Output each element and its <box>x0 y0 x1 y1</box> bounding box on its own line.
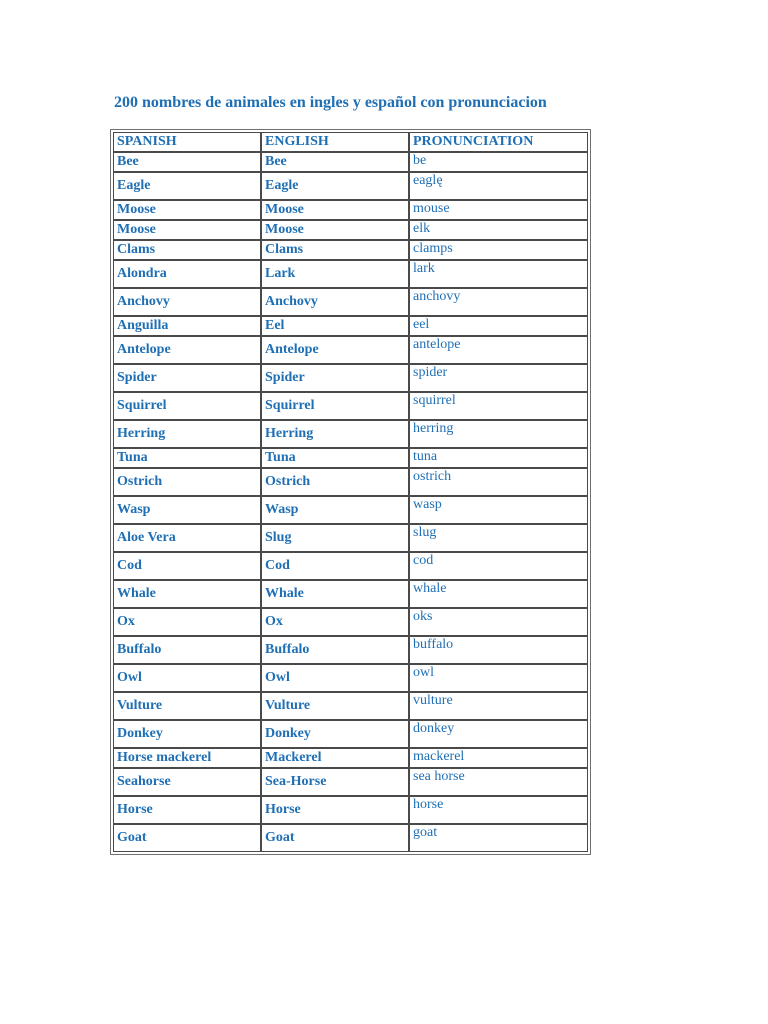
cell-pronunciation: herring <box>409 420 588 448</box>
cell-spanish: Tuna <box>113 448 261 468</box>
cell-pronunciation: cod <box>409 552 588 580</box>
cell-english: Tuna <box>261 448 409 468</box>
cell-pronunciation: antelope <box>409 336 588 364</box>
cell-english: Bee <box>261 152 409 172</box>
cell-spanish: Horse mackerel <box>113 748 261 768</box>
cell-spanish: Whale <box>113 580 261 608</box>
cell-english: Owl <box>261 664 409 692</box>
table-row <box>113 496 588 524</box>
table-row <box>113 636 588 664</box>
table-row <box>113 420 588 448</box>
table-row <box>113 220 588 240</box>
cell-spanish: Aloe Vera <box>113 524 261 552</box>
cell-spanish: Horse <box>113 796 261 824</box>
cell-pronunciation: whale <box>409 580 588 608</box>
cell-english: Vulture <box>261 692 409 720</box>
table-row <box>113 336 588 364</box>
cell-english: Mackerel <box>261 748 409 768</box>
cell-pronunciation: mackerel <box>409 748 588 768</box>
table-row <box>113 240 588 260</box>
cell-pronunciation: horse <box>409 796 588 824</box>
cell-english: Whale <box>261 580 409 608</box>
table-row <box>113 172 588 200</box>
cell-english: Wasp <box>261 496 409 524</box>
table-row <box>113 552 588 580</box>
cell-spanish: Anguilla <box>113 316 261 336</box>
cell-spanish: Eagle <box>113 172 261 200</box>
cell-spanish: Alondra <box>113 260 261 288</box>
table-row <box>113 796 588 824</box>
table-row <box>113 580 588 608</box>
cell-spanish: Goat <box>113 824 261 852</box>
cell-pronunciation: lark <box>409 260 588 288</box>
cell-pronunciation: spider <box>409 364 588 392</box>
table-row <box>113 608 588 636</box>
page-title: 200 nombres de animales en ingles y español con pronunciacion <box>114 94 547 111</box>
cell-pronunciation: tuna <box>409 448 588 468</box>
cell-english: Moose <box>261 220 409 240</box>
table-row <box>113 260 588 288</box>
cell-pronunciation: oks <box>409 608 588 636</box>
cell-pronunciation: elk <box>409 220 588 240</box>
cell-english: Slug <box>261 524 409 552</box>
cell-spanish: Herring <box>113 420 261 448</box>
cell-pronunciation: clamps <box>409 240 588 260</box>
table-row <box>113 468 588 496</box>
cell-spanish: Antelope <box>113 336 261 364</box>
table-row <box>113 664 588 692</box>
header-english: ENGLISH <box>261 132 409 152</box>
table-row <box>113 152 588 172</box>
table-row <box>113 364 588 392</box>
cell-english: Spider <box>261 364 409 392</box>
cell-pronunciation: anchovy <box>409 288 588 316</box>
cell-spanish: Owl <box>113 664 261 692</box>
cell-spanish: Spider <box>113 364 261 392</box>
cell-english: Eagle <box>261 172 409 200</box>
table-row <box>113 200 588 220</box>
cell-pronunciation: eaglę <box>409 172 588 200</box>
cell-english: Clams <box>261 240 409 260</box>
cell-english: Goat <box>261 824 409 852</box>
cell-english: Sea-Horse <box>261 768 409 796</box>
cell-pronunciation: be <box>409 152 588 172</box>
cell-english: Herring <box>261 420 409 448</box>
cell-english: Squirrel <box>261 392 409 420</box>
table-row <box>113 692 588 720</box>
table-row <box>113 720 588 748</box>
cell-spanish: Bee <box>113 152 261 172</box>
cell-pronunciation: eel <box>409 316 588 336</box>
cell-english: Buffalo <box>261 636 409 664</box>
table-header-row <box>113 132 588 152</box>
cell-english: Anchovy <box>261 288 409 316</box>
cell-pronunciation: goat <box>409 824 588 852</box>
cell-spanish: Seahorse <box>113 768 261 796</box>
cell-spanish: Vulture <box>113 692 261 720</box>
cell-english: Antelope <box>261 336 409 364</box>
cell-pronunciation: squirrel <box>409 392 588 420</box>
cell-spanish: Cod <box>113 552 261 580</box>
cell-spanish: Moose <box>113 220 261 240</box>
cell-pronunciation: owl <box>409 664 588 692</box>
header-pronunciation: PRONUNCIATION <box>409 132 588 152</box>
cell-english: Ostrich <box>261 468 409 496</box>
table-row <box>113 316 588 336</box>
cell-spanish: Clams <box>113 240 261 260</box>
cell-pronunciation: mouse <box>409 200 588 220</box>
cell-pronunciation: donkey <box>409 720 588 748</box>
cell-spanish: Ostrich <box>113 468 261 496</box>
cell-english: Horse <box>261 796 409 824</box>
cell-pronunciation: wasp <box>409 496 588 524</box>
table-row <box>113 824 588 852</box>
cell-spanish: Donkey <box>113 720 261 748</box>
table-row <box>113 288 588 316</box>
cell-pronunciation: ostrich <box>409 468 588 496</box>
table-row <box>113 448 588 468</box>
header-spanish: SPANISH <box>113 132 261 152</box>
cell-english: Lark <box>261 260 409 288</box>
cell-pronunciation: sea horse <box>409 768 588 796</box>
cell-english: Donkey <box>261 720 409 748</box>
cell-spanish: Ox <box>113 608 261 636</box>
cell-english: Moose <box>261 200 409 220</box>
cell-spanish: Buffalo <box>113 636 261 664</box>
table-row <box>113 524 588 552</box>
table-row <box>113 768 588 796</box>
cell-spanish: Wasp <box>113 496 261 524</box>
cell-pronunciation: vulture <box>409 692 588 720</box>
cell-pronunciation: slug <box>409 524 588 552</box>
cell-spanish: Anchovy <box>113 288 261 316</box>
cell-spanish: Moose <box>113 200 261 220</box>
animal-names-table-frame <box>110 129 591 855</box>
animal-names-table <box>113 132 588 852</box>
table-row <box>113 748 588 768</box>
cell-english: Ox <box>261 608 409 636</box>
table-body <box>113 152 588 852</box>
cell-english: Cod <box>261 552 409 580</box>
cell-pronunciation: buffalo <box>409 636 588 664</box>
table-row <box>113 392 588 420</box>
cell-english: Eel <box>261 316 409 336</box>
cell-spanish: Squirrel <box>113 392 261 420</box>
